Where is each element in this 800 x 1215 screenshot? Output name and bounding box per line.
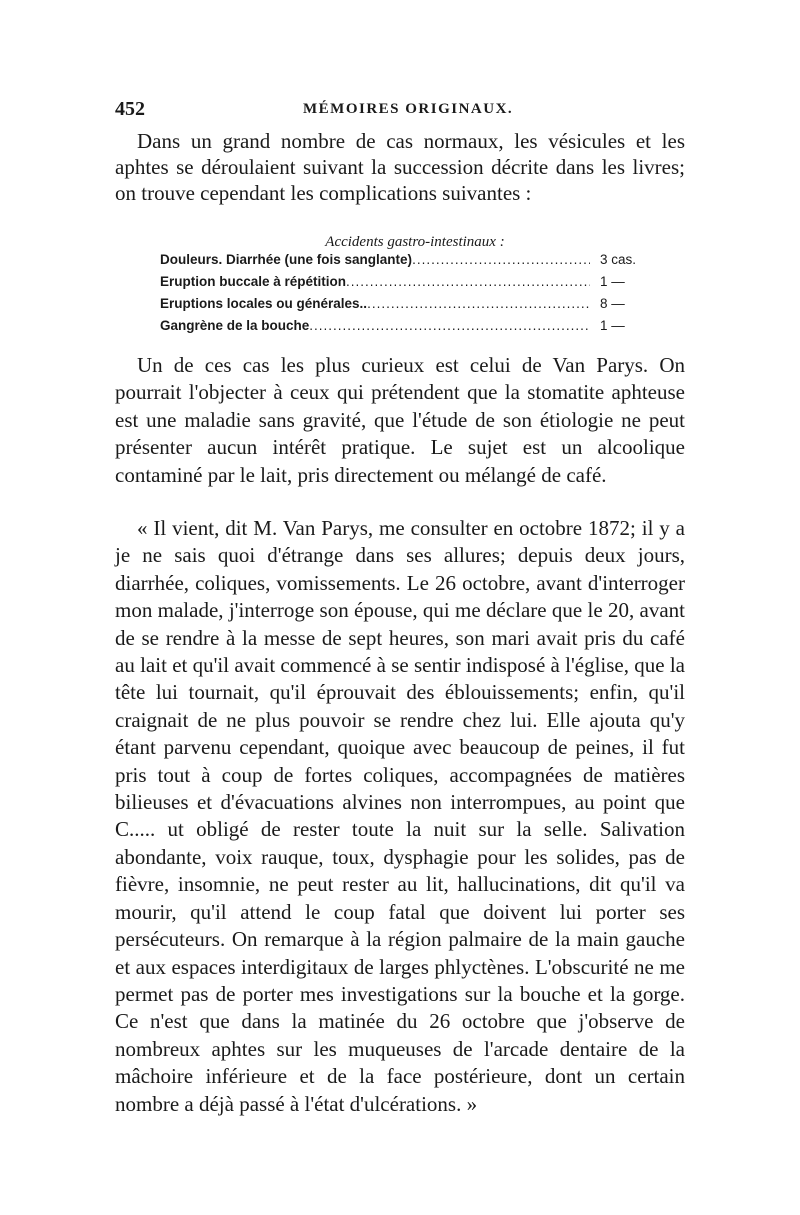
page-header	[115, 98, 685, 124]
row-label: Eruption buccale à répétition	[160, 274, 347, 289]
paragraph-quote: « Il vient, dit M. Van Parys, me consulter en octobre 1872; il y a je ne sais quoi d'étrange dans ses allures; depuis deux jours, diarrhée, coliques, vomissements. Le 26 octobre, avant d'interroger mon malade, j'interroge son épouse, qui me déclare que le 20, avant de se rendre à la messe de sept heures, son mari avait pris du café au lait et qu'il avait commencé à se sentir indisposé à l'église, que la tête lui tournait, qu'il éprouvait des éblouissements; enfin, qu'il craignait de ne plus pouvoir se rendre chez lui. Elle ajouta qu'y étant parvenu cependant, quoique avec beaucoup de peines, il fut pris tout à coup de fortes coliques, accompagnées de matières bilieuses et d'évacuations alvines non interrompues, au point que C..... ut obligé de rester toute la nuit sur la selle. Salivation abondante, voix rauque, toux, dysphagie pour les solides, pas de fièvre, insomnie, ne peut rester au lit, hallucinations, dit qu'il va mourir, qu'il attend le coup fatal que doivent lui porter ses persécuteurs. On remarque à la région palmaire de la main gauche et aux espaces interdigitaux de larges phlyctènes. L'obscurité ne me permet pas de porter mes investigations sur la bouche et la gorge. Ce n'est que dans la matinée du 26 octobre que j'observe de nombreux aphtes sur les muqueuses de l'arcade dentaire de la mâchoire inférieure et de la face postérieure, dont un certain nombre a déjà passé à l'état d'ulcérations. »	[115, 516, 685, 1116]
dot-leader	[309, 318, 590, 333]
row-label: Gangrène de la bouche	[160, 318, 310, 333]
page-number: 452	[115, 98, 145, 120]
row-value: 1 —	[600, 318, 625, 333]
row-label: Douleurs. Diarrhée (une fois sanglante)	[160, 252, 413, 267]
row-value: 1 —	[600, 274, 625, 289]
dot-leader	[346, 274, 590, 289]
table-row	[160, 252, 640, 274]
table-title: Accidents gastro-intestinaux :	[325, 234, 505, 250]
table-row	[160, 274, 640, 296]
dot-leader	[412, 252, 590, 267]
table-row	[160, 296, 640, 318]
row-label: Eruptions locales ou générales..	[160, 296, 368, 311]
table-row	[160, 318, 640, 340]
row-value: 8 —	[600, 296, 625, 311]
paragraph-intro: Dans un grand nombre de cas normaux, les vésicules et les aphtes se déroulaient suivant la succession décrite dans les livres; on trouve cependant les complications suivantes :	[115, 129, 685, 205]
paragraph-van-parys: Un de ces cas les plus curieux est celui de Van Parys. On pourrait l'objecter à ceux qui prétendent que la stomatite aphteuse est une maladie sans gravité, que l'étude de son étiologie ne peut présenter aucun intérêt pratique. Le sujet est un alcoolique contaminé par le lait, pris directement ou mélangé de café.	[115, 353, 685, 487]
row-value: 3 cas.	[600, 252, 637, 267]
complications-table	[160, 252, 640, 340]
running-title: MÉMOIRES ORIGINAUX.	[303, 101, 514, 117]
dot-leader	[367, 296, 590, 311]
